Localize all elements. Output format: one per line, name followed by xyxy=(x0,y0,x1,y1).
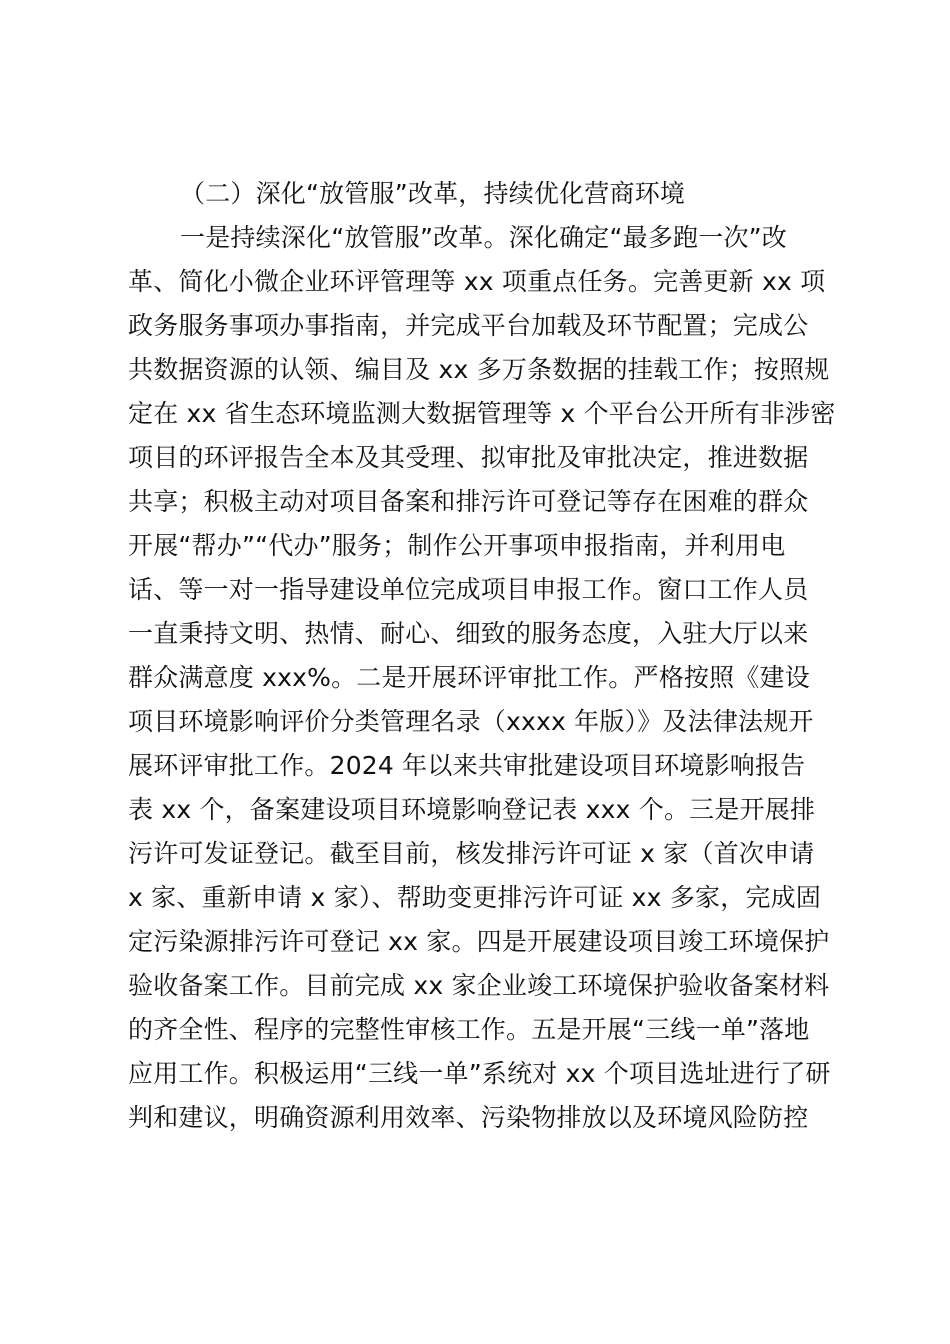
paragraph-line: 的齐全性、程序的完整性审核工作。五是开展“三线一单”落地 xyxy=(128,1015,810,1044)
paragraph-line: 定污染源排污许可登记 xx 家。四是开展建设项目竣工环境保护 xyxy=(128,927,830,956)
paragraph-line: 污许可发证登记。截至目前，核发排污许可证 x 家（首次申请 xyxy=(128,839,815,868)
paragraph-line: 表 xx 个，备案建设项目环境影响登记表 xxx 个。三是开展排 xyxy=(128,795,816,824)
paragraph-line: 应用工作。积极运用“三线一单”系统对 xx 个项目选址进行了研 xyxy=(128,1059,831,1088)
paragraph-line: 项目环境影响评价分类管理名录（xxxx 年版）》及法律法规开 xyxy=(128,707,814,736)
paragraph-line: 验收备案工作。目前完成 xx 家企业竣工环境保护验收备案材料 xyxy=(128,971,830,1000)
paragraph-line: 革、简化小微企业环评管理等 xx 项重点任务。完善更新 xx 项 xyxy=(128,267,826,296)
paragraph-line: 群众满意度 xxx%。二是开展环评审批工作。严格按照《建设 xyxy=(128,663,810,692)
paragraph-line: 政务服务事项办事指南，并完成平台加载及环节配置；完成公 xyxy=(128,311,809,340)
paragraph-line: 共数据资源的认领、编目及 xx 多万条数据的挂载工作；按照规 xyxy=(128,355,830,384)
section-heading: （二）深化“放管服”改革，持续优化营商环境 xyxy=(180,179,686,208)
paragraph-line: 共享；积极主动对项目备案和排污许可登记等存在困难的群众 xyxy=(128,487,809,516)
paragraph-line: 定在 xx 省生态环境监测大数据管理等 x 个平台公开所有非涉密 xyxy=(128,399,836,428)
paragraph-line: 一直秉持文明、热情、耐心、细致的服务态度，入驻大厅以来 xyxy=(128,619,809,648)
paragraph-line: 开展“帮办”“代办”服务；制作公开事项申报指南，并利用电 xyxy=(128,531,786,560)
paragraph-line: 判和建议，明确资源利用效率、污染物排放以及环境风险防控 xyxy=(128,1103,809,1132)
paragraph-line: 话、等一对一指导建设单位完成项目申报工作。窗口工作人员 xyxy=(128,575,809,604)
paragraph-line: 展环评审批工作。2024 年以来共审批建设项目环境影响报告 xyxy=(128,751,806,780)
paragraph-line: 一是持续深化“放管服”改革。深化确定“最多跑一次”改 xyxy=(180,223,788,252)
paragraph-line: x 家、重新申请 x 家）、帮助变更排污许可证 xx 多家，完成固 xyxy=(128,883,822,912)
paragraph-line: 项目的环评报告全本及其受理、拟审批及审批决定，推进数据 xyxy=(128,443,809,472)
